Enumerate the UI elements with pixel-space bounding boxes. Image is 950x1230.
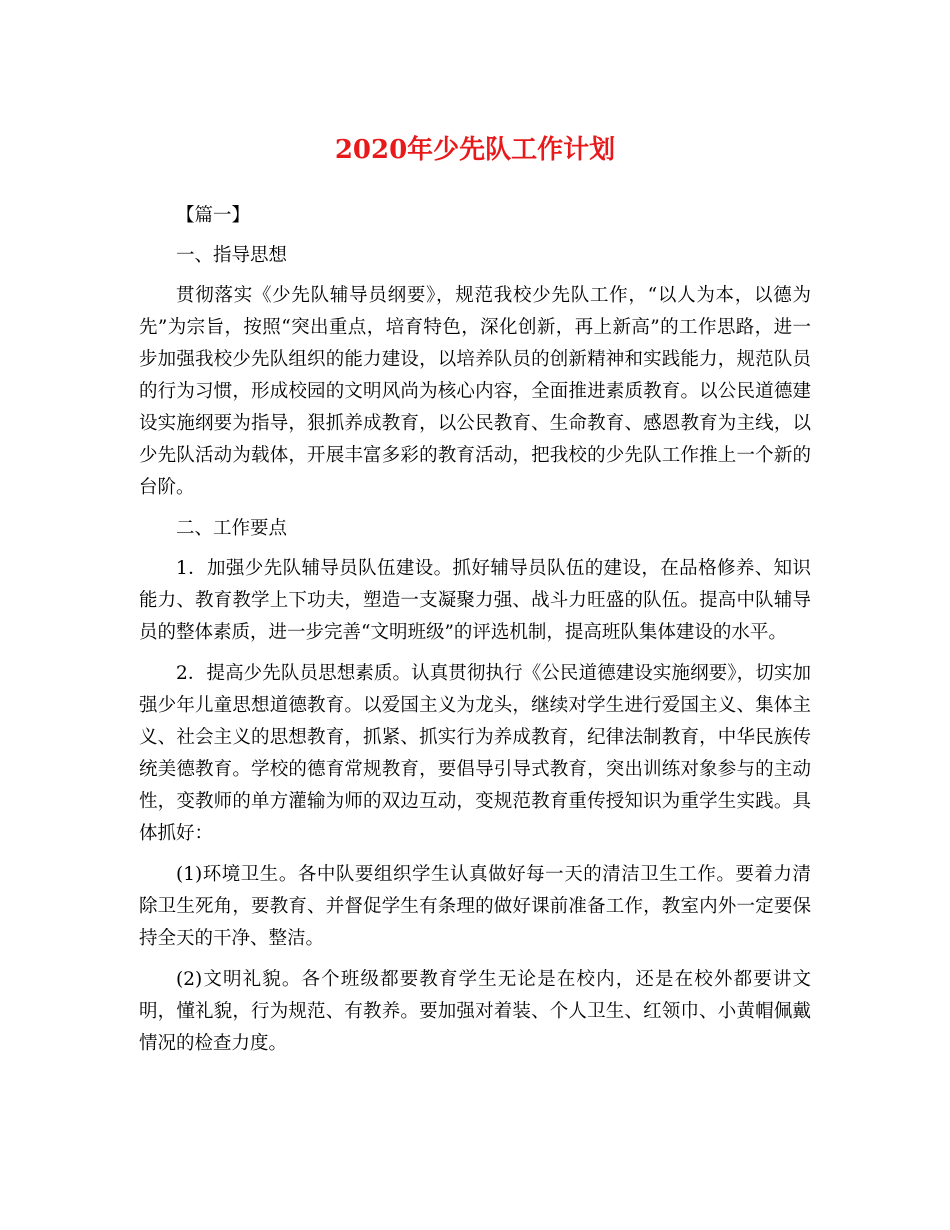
paragraph-sub-1: (1)环境卫生。各中队要组织学生认真做好每一天的清洁卫生工作。要着力清除卫生死角，要教育、并督促学生有条理的做好课前准备工作，教室内外一定要保持全天的干净、整洁。 bbox=[139, 864, 811, 949]
paragraph-sub-2: (2)文明礼貌。各个班级都要教育学生无论是在校内，还是在校外都要讲文明，懂礼貌，行为规范、有教养。要加强对着装、个人卫生、红领巾、小黄帽佩戴情况的检查力度。 bbox=[139, 969, 811, 1054]
paragraph-guiding-ideology: 贯彻落实《少先队辅导员纲要》，规范我校少先队工作，“以人为本，以德为先”为宗旨，按照“突出重点，培育特色，深化创新，再上新高”的工作思路，进一步加强我校少先队组织的能力建设，以培养队员的创新精神和实践能力，规范队员的行为习惯，形成校园的文明风尚为核心内容，全面推进素质教育。以公民道德建设实施纲要为指导，狠抓养成教育，以公民教育、生命教育、感恩教育为主线，以少先队活动为载体，开展丰富多彩的教育活动，把我校的少先队工作推上一个新的台阶。 bbox=[139, 285, 811, 498]
paragraph-point-2: 2．提高少先队员思想素质。认真贯彻执行《公民道德建设实施纲要》，切实加强少年儿童思想道德教育。以爱国主义为龙头，继续对学生进行爱国主义、集体主义、社会主义的思想教育，抓紧、抓实行为养成教育，纪律法制教育，中华民族传统美德教育。学校的德育常规教育，要倡导引导式教育，突出训练对象参与的主动性，变教师的单方灌输为师的双边互动，变规范教育重传授知识为重学生实践。具体抓好： bbox=[139, 663, 811, 844]
paragraph-point-1: 1．加强少先队辅导员队伍建设。抓好辅导员队伍的建设，在品格修养、知识能力、教育教学上下功夫，塑造一支凝聚力强、战斗力旺盛的队伍。提高中队辅导员的整体素质，进一步完善“文明班级”的评选机制，提高班队集体建设的水平。 bbox=[139, 558, 811, 643]
section-label: 【篇一】 bbox=[176, 205, 251, 226]
document-body bbox=[139, 200, 811, 1069]
heading-work-points: 二、工作要点 bbox=[176, 518, 288, 539]
heading-guiding-ideology: 一、指导思想 bbox=[176, 245, 288, 266]
document-title: 2020年少先队工作计划 bbox=[334, 135, 616, 165]
